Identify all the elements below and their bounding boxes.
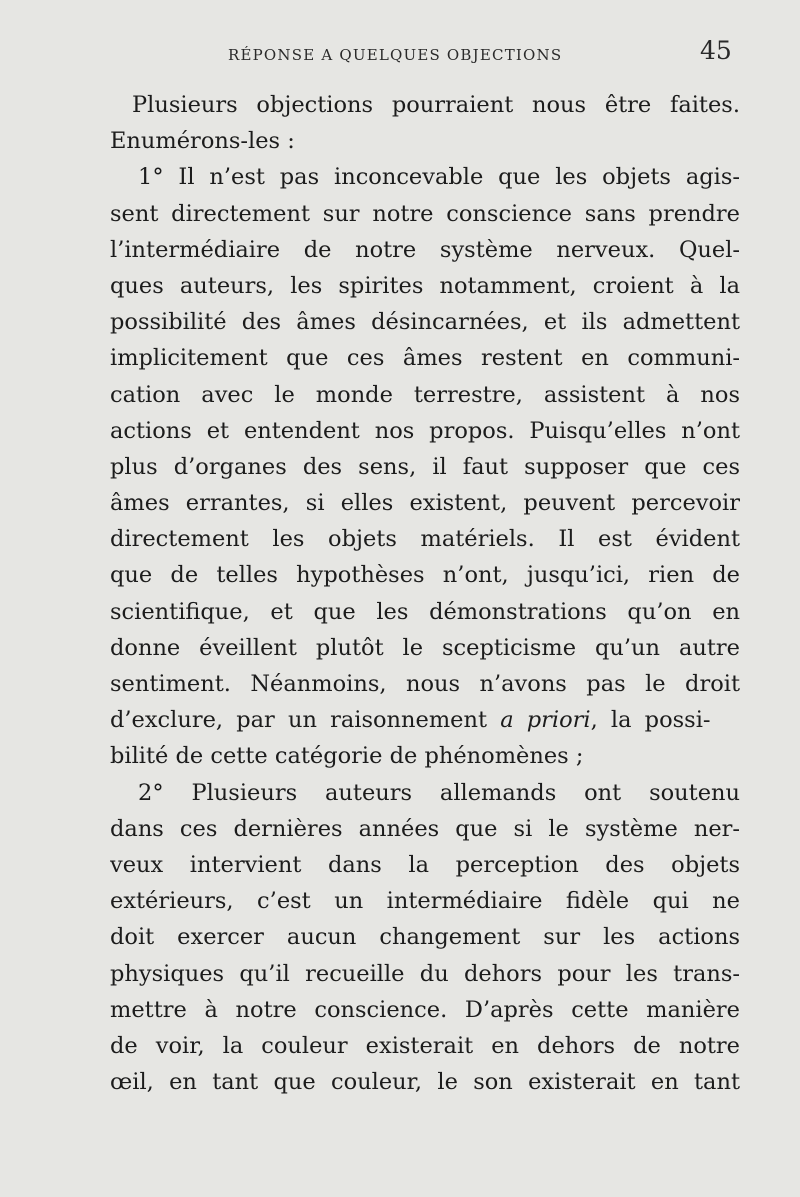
page-number: 45 xyxy=(700,36,732,65)
running-head xyxy=(0,36,800,76)
text-line: ques auteurs, les spirites notamment, croient à la xyxy=(110,272,740,299)
text-line: œil, en tant que couleur, le son existerait en tant xyxy=(110,1069,740,1096)
text-line: directement les objets matériels. Il est évident xyxy=(110,526,740,553)
text-line: de voir, la couleur existerait en dehors de notre xyxy=(110,1032,740,1059)
running-title: RÉPONSE A QUELQUES OBJECTIONS xyxy=(228,46,563,64)
text-line: l’intermédiaire de notre système nerveux. Quel- xyxy=(110,236,740,263)
text-line: scientifique, et que les démonstrations qu’on en xyxy=(110,598,740,625)
text-line: bilité de cette catégorie de phénomènes ; xyxy=(110,743,584,770)
text-line-with-italic xyxy=(110,702,740,738)
text-line: sent directement sur notre conscience sans prendre xyxy=(110,200,740,227)
text-line: sentiment. Néanmoins, nous n’avons pas le droit xyxy=(110,671,740,697)
text-line: dans ces dernières années que si le système ner- xyxy=(110,815,740,842)
text-line: doit exercer aucun changement sur les actions xyxy=(110,924,740,951)
text-line: extérieurs, c’est un intermédiaire fidèle qui ne xyxy=(110,888,740,915)
text-fragment: d’exclure, par un raisonnement xyxy=(110,707,488,734)
text-line: actions et entendent nos propos. Puisqu’elles n’ont xyxy=(110,417,740,444)
text-line: Enumérons-les : xyxy=(110,128,295,155)
text-line: Plusieurs objections pourraient nous être faites. xyxy=(132,92,740,118)
text-line: 2° Plusieurs auteurs allemands ont soutenu xyxy=(138,779,740,806)
text-line: donne éveillent plutôt le scepticisme qu’un autre xyxy=(110,634,740,661)
text-fragment: , la possi- xyxy=(590,707,711,734)
text-line: que de telles hypothèses n’ont, jusqu’ici, rien de xyxy=(110,562,740,589)
body-text xyxy=(110,87,740,1100)
text-line: mettre à notre conscience. D’après cette manière xyxy=(110,996,740,1023)
text-line: 1° Il n’est pas inconcevable que les objets agis- xyxy=(138,164,740,191)
text-line: physiques qu’il recueille du dehors pour les trans- xyxy=(110,960,740,987)
text-line: âmes errantes, si elles existent, peuvent percevoir xyxy=(110,490,740,517)
text-line: possibilité des âmes désincarnées, et ils admettent xyxy=(110,309,740,336)
text-line: implicitement que ces âmes restent en communi- xyxy=(110,345,740,372)
italic-phrase: a priori xyxy=(500,707,591,734)
text-line: cation avec le monde terrestre, assistent à nos xyxy=(110,381,740,408)
text-line: plus d’organes des sens, il faut supposer que ces xyxy=(110,453,740,480)
text-line: veux intervient dans la perception des objets xyxy=(110,851,740,878)
